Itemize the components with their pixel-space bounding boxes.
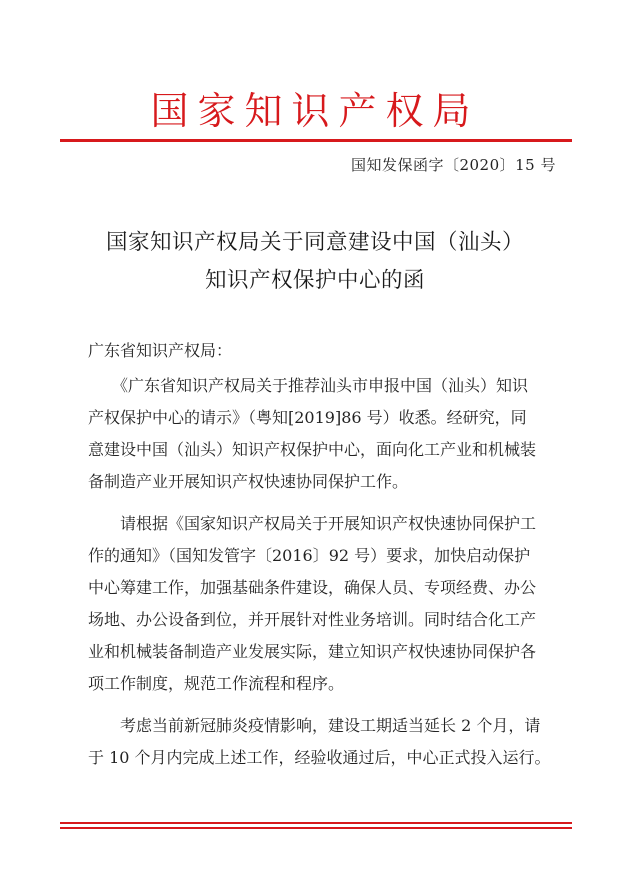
red-rule-bottom-lower: [60, 827, 572, 829]
red-rule-top: [60, 139, 572, 142]
body-line: 作的通知》（国知发管字〔2016〕92 号）要求，加快启动保护: [88, 546, 531, 565]
body-line: 业和机械装备制造产业发展实际，建立知识产权快速协同保护各: [88, 642, 537, 661]
body-line: 场地、办公设备到位，并开展针对性业务培训。同时结合化工产: [88, 610, 537, 629]
document-number: 国知发保函字〔2020〕15 号: [350, 156, 556, 174]
body-line: 考虑当前新冠肺炎疫情影响，建设工期适当延长 2 个月，请: [88, 716, 541, 735]
body-line: 产权保护中心的请示》（粤知[2019]86 号）收悉。经研究，同: [88, 408, 527, 427]
document-title: [0, 224, 630, 300]
paragraph-gap: [88, 700, 558, 710]
title-line-1: 国家知识产权局关于同意建设中国（汕头）: [105, 230, 524, 255]
issuer-heading: 国家知识产权局: [150, 89, 480, 133]
paragraph-gap: [88, 498, 558, 508]
body-line: 中心筹建工作，加强基础条件建设，确保人员、专项经费、办公: [88, 578, 537, 597]
body-line: 备制造产业开展知识产权快速协同保护工作。: [88, 472, 409, 491]
salutation: 广东省知识产权局：: [88, 341, 233, 360]
letter-body: [88, 370, 558, 774]
body-line: 《广东省知识产权局关于推荐汕头市申报中国（汕头）知识: [88, 376, 529, 395]
body-line: 项工作制度，规范工作流程和程序。: [88, 674, 345, 693]
body-line: 请根据《国家知识产权局关于开展知识产权快速协同保护工: [88, 514, 537, 533]
body-line: 于 10 个月内完成上述工作，经验收通过后，中心正式投入运行。: [88, 748, 551, 767]
red-rule-bottom-upper: [60, 822, 572, 824]
title-line-2: 知识产权保护中心的函: [204, 268, 425, 293]
body-line: 意建设中国（汕头）知识产权保护中心，面向化工产业和机械装: [88, 440, 537, 459]
